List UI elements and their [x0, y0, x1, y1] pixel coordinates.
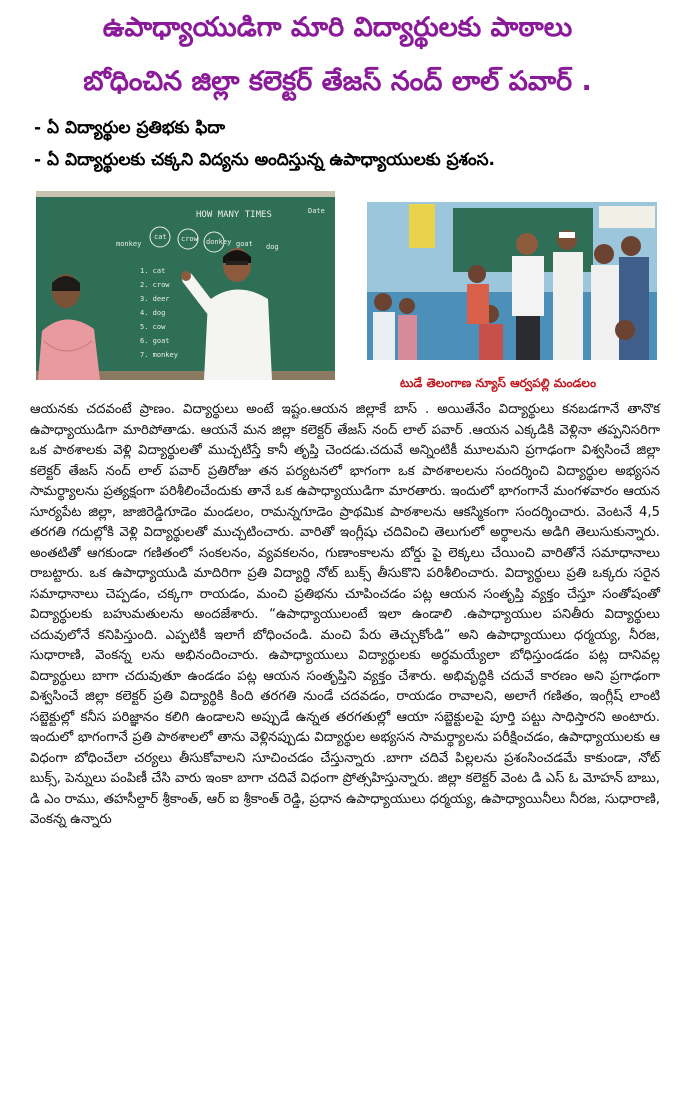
board-word-4: donkey	[206, 238, 232, 246]
photo-collector-with-students	[367, 202, 657, 360]
headline-line-1: ఉపాధ్యాయుడిగా మారి విద్యార్థులకు పాఠాలు	[102, 12, 573, 43]
board-list-3: 3. deer	[140, 295, 170, 303]
board-list-1: 1. cat	[140, 267, 166, 275]
board-list-4: 4. dog	[140, 309, 166, 317]
board-title: HOW MANY TIMES	[196, 210, 272, 220]
board-list-6: 6. goat	[140, 337, 170, 345]
board-word-6: dog	[266, 243, 279, 251]
board-list-2: 2. crow	[140, 281, 170, 289]
article-body: ఆయనకు చదవంటే ప్రాణం. విద్యార్థులు అంటే ఇష్టం.ఆయన జిల్లాకే బాస్ . అయితేనేం విద్యార్థులు కనబడగానే తానొక ఉపాధ్యాయుడిగా మారిపోతాడు. ఆయనే మన జిల్లా కలెక్టర్ తేజస్ నంద్ లాల్ పవార్ .ఆయన ఎక్కడికి వెళ్లినా తప్పనిసరిగా ఒక పాఠశాలకు వెళ్లి విద్యార్థులతో ముచ్చటిస్తే కానీ తృప్తి చెందడు.చదువే అన్నింటికీ మూలమని ప్రగాఢంగా విశ్వసించే జిల్లా కలెక్టర్ తేజస్ నంద్ లాల్ పవార్ ప్రతిరోజు తన పర్యటనలో భాగంగా ఒక పాఠశాలలను సందర్శించి విద్యార్థుల అభ్యసన సామర్థ్యాలను ప్రత్యక్షంగా పరిశీలించేందుకు తానే ఒక ఉపాధ్యాయుడిగా మారతారు. ఇందులో భాగంగానే మంగళవారం ఆయన సూర్యపేట జిల్లా, జాజిరెడ్డిగూడెం మండలం, రామన్నగూడెం ప్రాథమిక పాఠశాలను ఆకస్మికంగా సందర్శించారు. వెంటనే 4,5 తరగతి గదుల్లోకి వెళ్లి విద్యార్థులతో ముచ్చటించారు. వారితో ఇంగ్లీషు చదివించి తెలుగులో అర్థాలను అడిగి తెలుసుకున్నారు. అంతటితో ఆగకుండా గణితంలో సంకలనం, వ్యవకలనం, గుణాంకాలను బోర్డు పై లెక్కలు చేయించి వారితోనే సమాధానాలు రాబట్టారు. ఒక ఉపాధ్యాయుడి మాదిరిగా ప్రతి విద్యార్థి నోట్ బుక్స్ తీసుకొని పరిశీలించారు. విద్యార్థులు ప్రతి ఒక్కరు సరైన సమాధానాలు చెప్పడం, చక్కగా రాయడం, మంచి ప్రతిభను చూపించడం పట్ల ఆయన సంతృప్తి వ్యక్తం చేస్తూ సంతోషంతో విద్యార్థులకు బహుమతులను అందజేశారు. “ఉపాధ్యాయులంటే ఇలా ఉండాలి .ఉపాధ్యాయుల పనితీరు విద్యార్థులు చదువులోనే కనిపిస్తుంది. ఎప్పటికీ ఇలాగే బోధించండి. మంచి పేరు తెచ్చుకోండి” అని ఉపాధ్యాయులు ధర్మయ్య, నీరజ, సుధారాణి, వెంకన్న లను అభినందించారు. ఉపాధ్యాయులు విద్యార్థులకు అర్థమయ్యేలా బోధిస్తుండడం పట్ల దానివల్ల విద్యార్థులు బాగా చదువుతూ ఉండడం పట్ల ఆయన సంతృప్తిని వ్యక్తం చేశారు. అభివృద్ధికి చదువే కారణం అని ప్రగాఢంగా విశ్వసించే జిల్లా కలెక్టర్ ప్రతి విద్యార్థికి కింది తరగతి నుండే చదవడం, రాయడం రావాలని, అలాగే గణితం, ఇంగ్లీష్ లాంటి సబ్జెక్టుల్లో కనీస పరిజ్ఞానం కలిగి ఉండాలని అప్పుడే ఉన్నత తరగతుల్లో ఆయా సబ్జెక్టులపై పూర్తి పట్టు సాధిస్తారని అంటారు. ఇందులో భాగంగానే ప్రతి పాఠశాలలో తాను వెళ్లినప్పుడు విద్యార్థుల అభ్యసన సామర్థ్యాలను పరీక్షించడం, ఉపాధ్యాయులకు ఆ విధంగా బోధించేలా చర్యలు తీసుకోవాలని సూచించడం చేస్తున్నారు .బాగా చదివే పిల్లలను ప్రశంసించడమే కాకుండా, నోట్ బుక్స్, పెన్నులు పంపిణీ చేసి వారు ఇంకా బాగా చదివే విధంగా ప్రోత్సహిస్తున్నారు. జిల్లా కలెక్టర్ వెంట డి ఎస్ ఓ మోహన్ బాబు, డి ఎం రాము, తహసీల్దార్ శ్రీకాంత్, ఆర్ ఐ శ్రీకాంత్ రెడ్డి, ప్రధాన ఉపాధ్యాయులు ధర్మయ్య, ఉపాధ్యాయినీలు నీరజ, సుధారాణి, వెంకన్న ఉన్నారు	[30, 402, 660, 827]
board-word-5: goat	[236, 240, 253, 248]
photo-2-illustration	[367, 202, 657, 360]
headline-line-2: బోధించిన జిల్లా కలెక్టర్ తేజస్ నంద్ లాల్ పవార్ .	[83, 66, 592, 97]
board-date: Date	[308, 207, 325, 215]
board-list-5: 5. cow	[140, 323, 166, 331]
board-list-7: 7. monkey	[140, 351, 178, 359]
board-word-3: crow	[181, 235, 198, 243]
board-word-1: monkey	[116, 240, 142, 248]
bullet-point-2: - ఏ విద్యార్థులకు చక్కని విద్యను అందిస్తున్న ఉపాధ్యాయులకు ప్రశంస.	[34, 150, 495, 170]
board-word-2: cat	[154, 233, 167, 241]
photo-1-illustration	[36, 191, 335, 380]
bullet-point-1: - ఏ విద్యార్థుల ప్రతిభకు ఫిదా	[34, 118, 226, 138]
photo-collector-at-blackboard	[36, 191, 335, 380]
photo-caption: టుడే తెలంగాణ న్యూస్ ఆర్వపల్లి మండలం	[400, 376, 597, 390]
